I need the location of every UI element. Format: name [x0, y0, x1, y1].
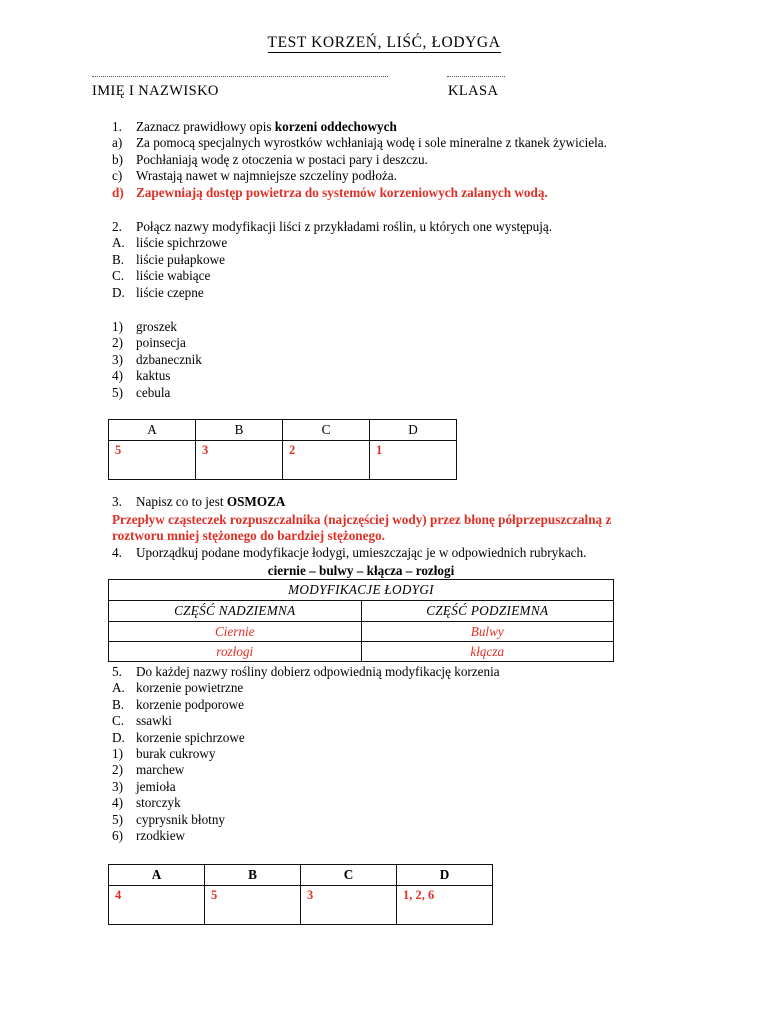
question-3-answer-line-1: Przepływ cząsteczek rozpuszczalnika (najczęściej wody) przez błonę półprzepuszczalną z	[112, 512, 612, 527]
question-3-answer-line-2: roztworu mniej stężonego do bardziej stężonego.	[112, 528, 385, 544]
stem-entry-below-2[interactable]: kłącza	[361, 642, 614, 662]
question-5-item-3[interactable]	[112, 779, 500, 795]
question-2-prompt	[112, 219, 552, 235]
answer-cell-c[interactable]: 2	[283, 441, 370, 480]
table-row-headers	[109, 420, 457, 441]
table-row-answers	[109, 886, 493, 925]
letter-d-mark: D.	[112, 729, 125, 745]
item-1-mark: 1)	[112, 319, 123, 334]
letter-b-mark: B.	[112, 696, 125, 712]
answer-cell-a[interactable]: 5	[109, 441, 196, 480]
question-5	[112, 664, 500, 844]
question-5-prompt-text: Do każdej nazwy rośliny dobierz odpowiednią modyfikację korzenia	[136, 664, 500, 679]
option-a-text: Za pomocą specjalnych wyrostków wchłaniają wodę i sole mineralne z tkanek żywiciela.	[136, 135, 607, 151]
stem-entry-above-2[interactable]: rozłogi	[109, 642, 362, 662]
name-field-label: IMIĘ I NAZWISKO	[92, 83, 219, 99]
letter-c-text: ssawki	[136, 713, 172, 729]
option-b-mark: b)	[112, 151, 123, 167]
answer-table-2	[108, 419, 457, 480]
question-2-prompt-text: Połącz nazwy modyfikacji liści z przykładami roślin, u których one występują.	[136, 219, 553, 234]
question-3-answer[interactable]	[112, 512, 611, 545]
header-cell-a: A	[109, 420, 196, 441]
header-cell-a: A	[109, 865, 205, 886]
question-5-answer-table	[108, 864, 493, 925]
question-5-item-2[interactable]	[112, 762, 500, 778]
answer-cell-b[interactable]: 5	[205, 886, 301, 925]
class-dotted-line	[447, 76, 505, 77]
question-4	[112, 545, 586, 561]
header-cell-b: B	[196, 420, 283, 441]
item-5-mark: 5)	[112, 384, 123, 400]
stem-table-title: MODYFIKACJE ŁODYGI	[109, 580, 614, 601]
table-row	[109, 622, 614, 642]
question-2-number: 2.	[112, 219, 122, 234]
table-row-headers	[109, 865, 493, 886]
item-4-text: kaktus	[136, 368, 171, 384]
item-2-mark: 2)	[112, 335, 123, 351]
answer-cell-b[interactable]: 3	[196, 441, 283, 480]
question-3	[112, 494, 285, 510]
table-row-title	[109, 580, 614, 601]
item-2-text: marchew	[136, 762, 185, 778]
item-4-mark: 4)	[112, 795, 123, 811]
letter-d-mark: D.	[112, 284, 125, 300]
question-2-item-1[interactable]	[112, 319, 202, 335]
question-2-letter-c[interactable]	[112, 268, 552, 284]
stem-column-above-ground: CZĘŚĆ NADZIEMNA	[109, 601, 362, 622]
item-3-text: jemioła	[136, 778, 176, 794]
question-5-item-6[interactable]	[112, 828, 500, 844]
item-3-text: dzbanecznik	[136, 351, 202, 367]
question-1-option-c[interactable]	[112, 168, 607, 184]
answer-cell-d[interactable]: 1	[370, 441, 457, 480]
item-4-text: storczyk	[136, 795, 181, 811]
question-3-prompt-bold: OSMOZA	[226, 494, 286, 509]
item-3-mark: 3)	[112, 778, 123, 794]
header-cell-c: C	[283, 420, 370, 441]
question-1-number: 1.	[112, 119, 122, 134]
question-1-prompt	[112, 119, 607, 135]
question-2-letter-d[interactable]	[112, 285, 552, 301]
question-2-answer-table	[108, 419, 457, 480]
item-5-text: cyprysnik błotny	[136, 811, 226, 827]
question-2-number-list	[112, 319, 202, 401]
question-2-item-3[interactable]	[112, 352, 202, 368]
option-a-mark: a)	[112, 135, 123, 151]
letter-c-mark: C.	[112, 268, 125, 284]
name-dotted-line	[92, 76, 388, 77]
question-5-letter-a[interactable]	[112, 680, 500, 696]
question-2	[112, 219, 552, 301]
question-5-letter-d[interactable]	[112, 730, 500, 746]
answer-cell-c[interactable]: 3	[301, 886, 397, 925]
letter-d-text: korzenie spichrzowe	[136, 729, 245, 745]
stem-entry-below-1[interactable]: Bulwy	[361, 622, 614, 642]
stem-modifications-table	[108, 579, 614, 662]
option-d-text: Zapewniają dostęp powietrza do systemów korzeniowych zalanych wodą.	[136, 184, 548, 200]
question-2-item-2[interactable]	[112, 335, 202, 351]
answer-table-5	[108, 864, 493, 925]
question-3-number: 3.	[112, 494, 122, 509]
question-4-prompt-text: Uporządkuj podane modyfikacje łodygi, umieszczając je w odpowiednich rubrykach.	[136, 545, 587, 560]
page-title	[0, 34, 768, 52]
question-2-letter-a[interactable]	[112, 235, 552, 251]
item-1-text: groszek	[136, 319, 178, 334]
question-3-prompt	[112, 494, 285, 510]
question-5-item-4[interactable]	[112, 795, 500, 811]
letter-c-mark: C.	[112, 713, 125, 729]
letter-c-text: liście wabiące	[136, 268, 211, 284]
option-d-mark: d)	[112, 184, 124, 200]
letter-b-text: liście pułapkowe	[136, 251, 225, 267]
question-1	[112, 119, 607, 201]
stem-column-below-ground: CZĘŚĆ PODZIEMNA	[361, 601, 614, 622]
stem-entry-above-1[interactable]: Ciernie	[109, 622, 362, 642]
question-2-letter-b[interactable]	[112, 252, 552, 268]
header-cell-d: D	[370, 420, 457, 441]
page-title-text: TEST KORZEŃ, LIŚĆ, ŁODYGA	[267, 34, 501, 51]
question-5-letter-b[interactable]	[112, 697, 500, 713]
item-5-mark: 5)	[112, 811, 123, 827]
letter-d-text: liście czepne	[136, 284, 204, 300]
question-4-stem-table	[108, 579, 614, 662]
question-2-item-4[interactable]	[112, 368, 202, 384]
header-cell-c: C	[301, 865, 397, 886]
letter-a-mark: A.	[112, 680, 125, 696]
letter-a-mark: A.	[112, 235, 125, 251]
question-1-prompt-bold: korzeni oddechowych	[274, 119, 397, 134]
option-c-text: Wrastają nawet w najmniejsze szczeliny podłoża.	[136, 168, 397, 184]
table-row-columns	[109, 601, 614, 622]
question-5-item-5[interactable]	[112, 812, 500, 828]
question-5-item-1[interactable]	[112, 746, 500, 762]
question-2-item-5[interactable]	[112, 385, 202, 401]
item-2-text: poinsecja	[136, 335, 186, 351]
class-field-label: KLASA	[448, 83, 499, 99]
identity-row	[0, 72, 768, 102]
item-6-text: rzodkiew	[136, 828, 186, 844]
question-5-letter-c[interactable]	[112, 713, 500, 729]
item-5-text: cebula	[136, 384, 171, 400]
letter-b-mark: B.	[112, 251, 125, 267]
question-5-prompt	[112, 664, 500, 680]
letter-a-text: korzenie powietrzne	[136, 680, 244, 696]
item-2-mark: 2)	[112, 762, 123, 778]
answer-cell-a[interactable]: 4	[109, 886, 205, 925]
item-4-mark: 4)	[112, 368, 123, 384]
question-4-prompt	[112, 545, 586, 561]
item-1-mark: 1)	[112, 746, 123, 762]
question-1-option-d-selected[interactable]	[112, 185, 607, 201]
letter-a-text: liście spichrzowe	[136, 235, 228, 251]
table-row	[109, 642, 614, 662]
question-3-prompt-plain: Napisz co to jest	[136, 494, 227, 509]
question-5-number: 5.	[112, 664, 122, 679]
item-1-text: burak cukrowy	[136, 746, 216, 762]
item-3-mark: 3)	[112, 351, 123, 367]
header-cell-b: B	[205, 865, 301, 886]
question-4-word-bank: ciernie – bulwy – kłącza – rozłogi	[267, 563, 455, 578]
table-row-answers	[109, 441, 457, 480]
question-1-option-b[interactable]	[112, 152, 607, 168]
letter-b-text: korzenie podporowe	[136, 696, 245, 712]
header-cell-d: D	[397, 865, 493, 886]
question-1-prompt-plain: Zaznacz prawidłowy opis	[136, 119, 275, 134]
item-6-mark: 6)	[112, 828, 123, 844]
option-c-mark: c)	[112, 168, 123, 184]
answer-cell-d[interactable]: 1, 2, 6	[397, 886, 493, 925]
question-4-number: 4.	[112, 545, 122, 560]
question-1-option-a[interactable]	[112, 135, 607, 151]
option-b-text: Pochłaniają wodę z otoczenia w postaci pary i deszczu.	[136, 151, 428, 167]
